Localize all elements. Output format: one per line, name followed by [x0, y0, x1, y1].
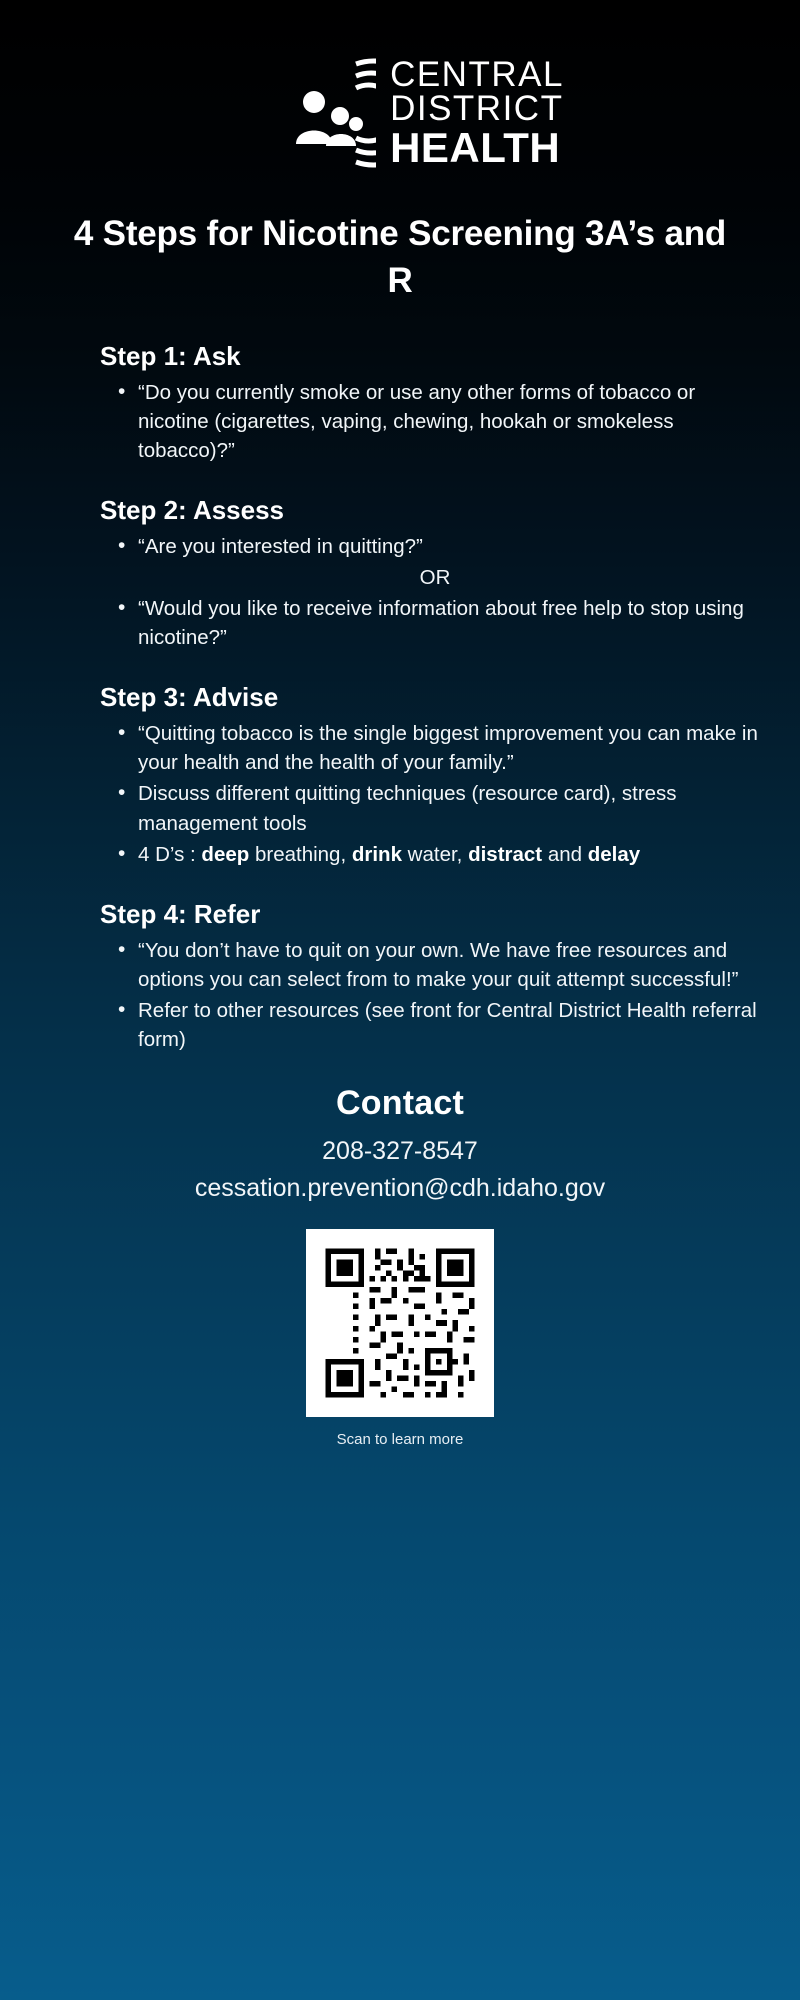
step-2-items-second [100, 594, 760, 652]
step-4 [100, 899, 760, 1054]
list-item: • “Would you like to receive information about free help to stop using nicotine?” [100, 594, 760, 652]
step-3-items [100, 719, 760, 869]
step-3 [100, 682, 760, 869]
four-ds-bold-deep: deep [201, 842, 250, 866]
qr-caption: Scan to learn more [336, 1431, 464, 1449]
step-2-items [100, 532, 760, 561]
step-2-heading: Step 2: Assess [100, 494, 285, 525]
logo-line-district: DISTRICT [390, 89, 564, 129]
four-ds-bold-delay: delay [587, 842, 641, 866]
contact-heading: Contact [336, 1084, 464, 1123]
logo-line-central: CENTRAL [390, 55, 564, 95]
logo-block [0, 0, 800, 171]
step-3-heading: Step 3: Advise [100, 682, 279, 713]
list-item: • “Are you interested in quitting?” [100, 532, 760, 561]
central-district-health-logo-icon [236, 58, 376, 168]
qr-code[interactable] [306, 1229, 494, 1417]
step-4-items [100, 936, 760, 1054]
four-ds-mid-1: breathing, [249, 842, 352, 866]
list-item: • “Quitting tobacco is the single biggest improvement you can make in your health and the health of your family.” [100, 719, 760, 777]
step-4-heading: Step 4: Refer [100, 898, 261, 929]
contact-phone[interactable]: 208-327-8547 [322, 1137, 478, 1166]
logo-wordmark [390, 55, 564, 171]
four-ds-bold-drink: drink [351, 842, 402, 866]
contact-email[interactable]: cessation.prevention@cdh.idaho.gov [194, 1174, 606, 1203]
four-ds-prefix: 4 D’s : [138, 842, 202, 866]
step-1 [100, 341, 760, 465]
step-1-items [100, 378, 760, 465]
page-title: 4 Steps for Nicotine Screening 3A’s and R [73, 214, 727, 301]
step-2-separator: OR [419, 565, 451, 589]
step-1-heading: Step 1: Ask [100, 340, 241, 371]
four-ds-bold-distract: distract [468, 842, 543, 866]
logo-line-health: HEALTH [390, 123, 561, 171]
list-item: • Discuss different quitting techniques (resource card), stress management tools [100, 779, 760, 837]
steps-list [0, 341, 800, 1055]
logo-inner [236, 55, 564, 171]
list-item-4ds [100, 840, 760, 869]
step-2 [100, 495, 760, 652]
list-item: • “Do you currently smoke or use any other forms of tobacco or nicotine (cigarettes, vaping, chewing, hookah or smokeless tobacco)?” [100, 378, 760, 465]
four-ds-mid-2: water, [401, 842, 469, 866]
list-item: • “You don’t have to quit on your own. We have free resources and options you can select from to make your quit attempt successful!” [100, 936, 760, 994]
four-ds-mid-3: and [542, 842, 588, 866]
list-item: • Refer to other resources (see front for Central District Health referral form) [100, 996, 760, 1054]
contact-section [0, 1084, 800, 1203]
